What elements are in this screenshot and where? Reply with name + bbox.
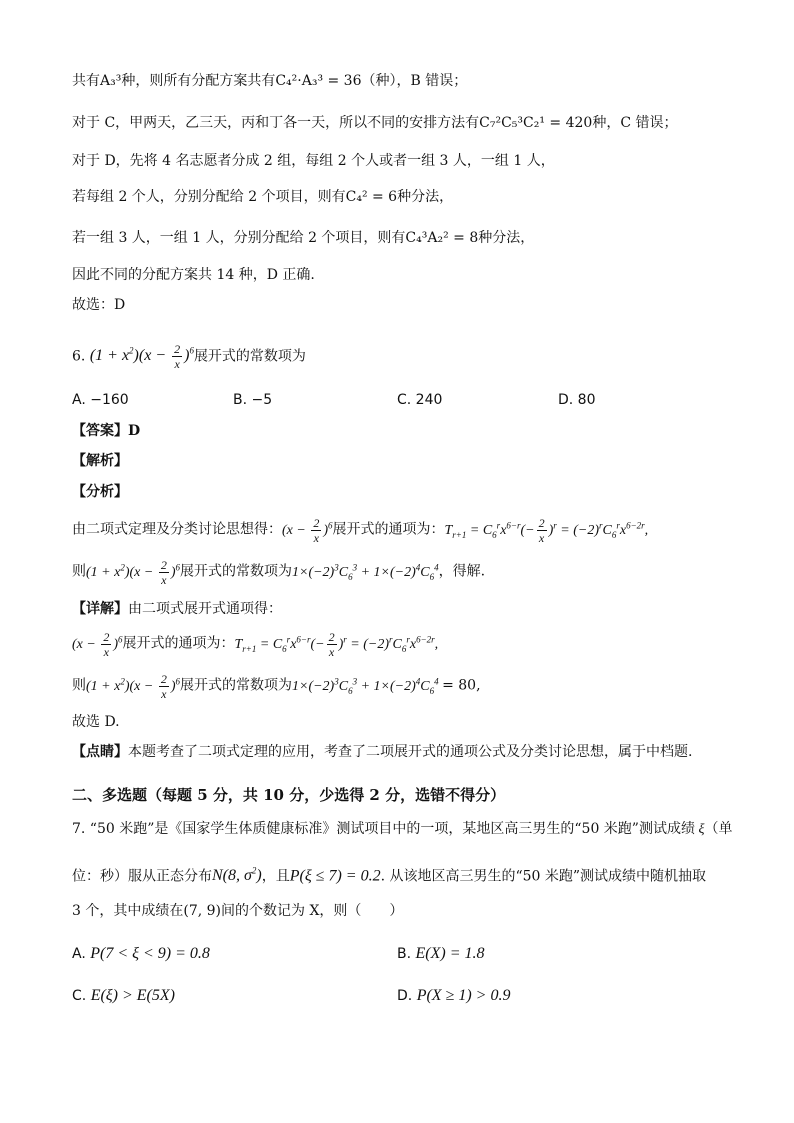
q6-option-d: D. 80 [558, 392, 596, 408]
solution-line-6: 因此不同的分配方案共 14 种，D 正确. [72, 267, 315, 283]
text: ，得解. [438, 563, 486, 580]
section-heading: 二、多选题（每题 5 分，共 10 分，少选得 2 分，选错不得分） [72, 786, 506, 804]
text: （单 [704, 821, 733, 837]
text: 展开式的通项为： [122, 635, 235, 652]
text: 由二项式展开式通项得： [128, 601, 282, 617]
option-math: P(7 < ξ < 9) = 0.8 [90, 945, 210, 962]
q7-line-1: 7. “50 米跑”是《国家学生体质健康标准》测试项目中的一项，某地区高三男生的“50 米跑”测试成绩 ξ（单 [72, 821, 733, 837]
q6-option-c: C. 240 [397, 392, 443, 408]
point-tag: 【点睛】 [72, 744, 128, 760]
q6-option-a: A. −160 [72, 392, 129, 408]
q7-option-b [397, 943, 485, 965]
text: 由二项式定理及分类讨论思想得： [72, 521, 282, 538]
q7-line-3: 3 个，其中成绩在(7, 9)间的个数记为 X，则（ ） [72, 903, 404, 919]
text: 则 [72, 677, 86, 694]
solution-line-4: 若每组 2 个人，分别分配给 2 个项目，则有C₄² = 6种分法， [72, 189, 454, 205]
text: . 从该地区高三男生的“50 米跑”测试成绩中随机抽取 [380, 868, 707, 885]
text: 7. “50 米跑”是《国家学生体质健康标准》测试项目中的一项，某地区高三男生的“50 米跑”测试成绩 [72, 821, 695, 837]
q6-stem-tail: 展开式的常数项为 [193, 348, 306, 365]
q6-fenxi-line-1: 由二项式定理及分类讨论思想得：(x − $\frac{2}{x}$ )$^6$展开式的通项为：$T_{r+1} = C_6^rx^{6-r}(-$ $\frac{2}{x}$ )$^r = (-2)^rC_6^rx^{6-2r}$, [72, 515, 649, 545]
q7-option-c [72, 985, 175, 1007]
q6-detail-line-3: 则$(1 + x^2)(x$ − $\frac{2}{x}$ )$^6$展开式的常数项为$1\times(-2)^3C_6^3 + 1\times(-2)^4C_6^4 = 80$, [72, 671, 481, 701]
text: ，且 [261, 868, 290, 885]
option-math: E(ξ) > E(5X) [90, 987, 175, 1004]
text: 展开式的常数项为 [180, 563, 292, 580]
q6-point [72, 741, 692, 763]
q7-option-a [72, 943, 210, 965]
text: = 80, [442, 677, 481, 694]
solution-line-2: 对于 C，甲两天，乙三天，丙和丁各一天，所以不同的安排方法有C₇²C₅³C₂¹ = 420种，C 错误； [72, 115, 678, 131]
question-6-stem [72, 340, 306, 371]
text: 展开式的常数项为 [180, 677, 292, 694]
q6-formula: $(1 + x^2)(x$ − $\frac{2}{x}$ )$^6$ [89, 342, 194, 372]
q6-fenxi-tag: 【分析】 [72, 484, 128, 500]
answer-choice-line: 故选：D [72, 297, 126, 313]
q6-detail-line-1 [72, 598, 282, 620]
option-letter: B. [397, 946, 412, 962]
q7-line-2: 位：秒）服从正态分布N(8, $\sigma^2$)，且P(ξ ≤ 7) = 0.2. 从该地区高三男生的“50 米跑”测试成绩中随机抽取 [72, 866, 707, 885]
option-letter: C. [72, 988, 87, 1004]
q6-detail-line-2: (x − $\frac{2}{x}$ )$^6$展开式的通项为：$T_{r+1} = C_6^rx^{6-r}(-$ $\frac{2}{x}$ )$^r = (-2)^rC_6^rx^{6-2r}$, [72, 629, 439, 659]
solution-line-3: 对于 D，先将 4 名志愿者分成 2 组，每组 2 个人或者一组 3 人，一组 1 人， [72, 153, 555, 169]
q6-analysis-tag: 【解析】 [72, 453, 128, 469]
text: 位：秒）服从正态分布 [72, 868, 212, 885]
q6-answer: 【答案】D [72, 423, 141, 439]
text: 展开式的通项为： [332, 521, 445, 538]
text: 则 [72, 563, 86, 580]
question-number: 6. [72, 348, 86, 365]
option-math: E(X) = 1.8 [415, 945, 485, 962]
q6-fenxi-line-2: 则$(1 + x^2)(x$ − $\frac{2}{x}$ )$^6$展开式的常数项为$1\times(-2)^3C_6^3 + 1\times(-2)^4C_6^4$，得解. [72, 557, 486, 587]
detail-tag: 【详解】 [72, 601, 128, 617]
option-letter: A. [72, 946, 86, 962]
q7-option-d [397, 985, 510, 1007]
solution-line-5: 若一组 3 人，一组 1 人，分别分配给 2 个项目，则有C₄³A₂² = 8种分法， [72, 230, 535, 246]
text: 本题考查了二项式定理的应用，考查了二项展开式的通项公式及分类讨论思想，属于中档题. [128, 744, 693, 760]
q6-detail-line-4: 故选 D. [72, 714, 120, 730]
option-letter: D. [397, 988, 413, 1004]
solution-line-1: 共有A₃³种，则所有分配方案共有C₄²·A₃³ = 36（种），B 错误； [72, 73, 468, 89]
q6-option-b: B. −5 [233, 392, 273, 408]
option-math: P(X ≥ 1) > 0.9 [416, 987, 511, 1004]
